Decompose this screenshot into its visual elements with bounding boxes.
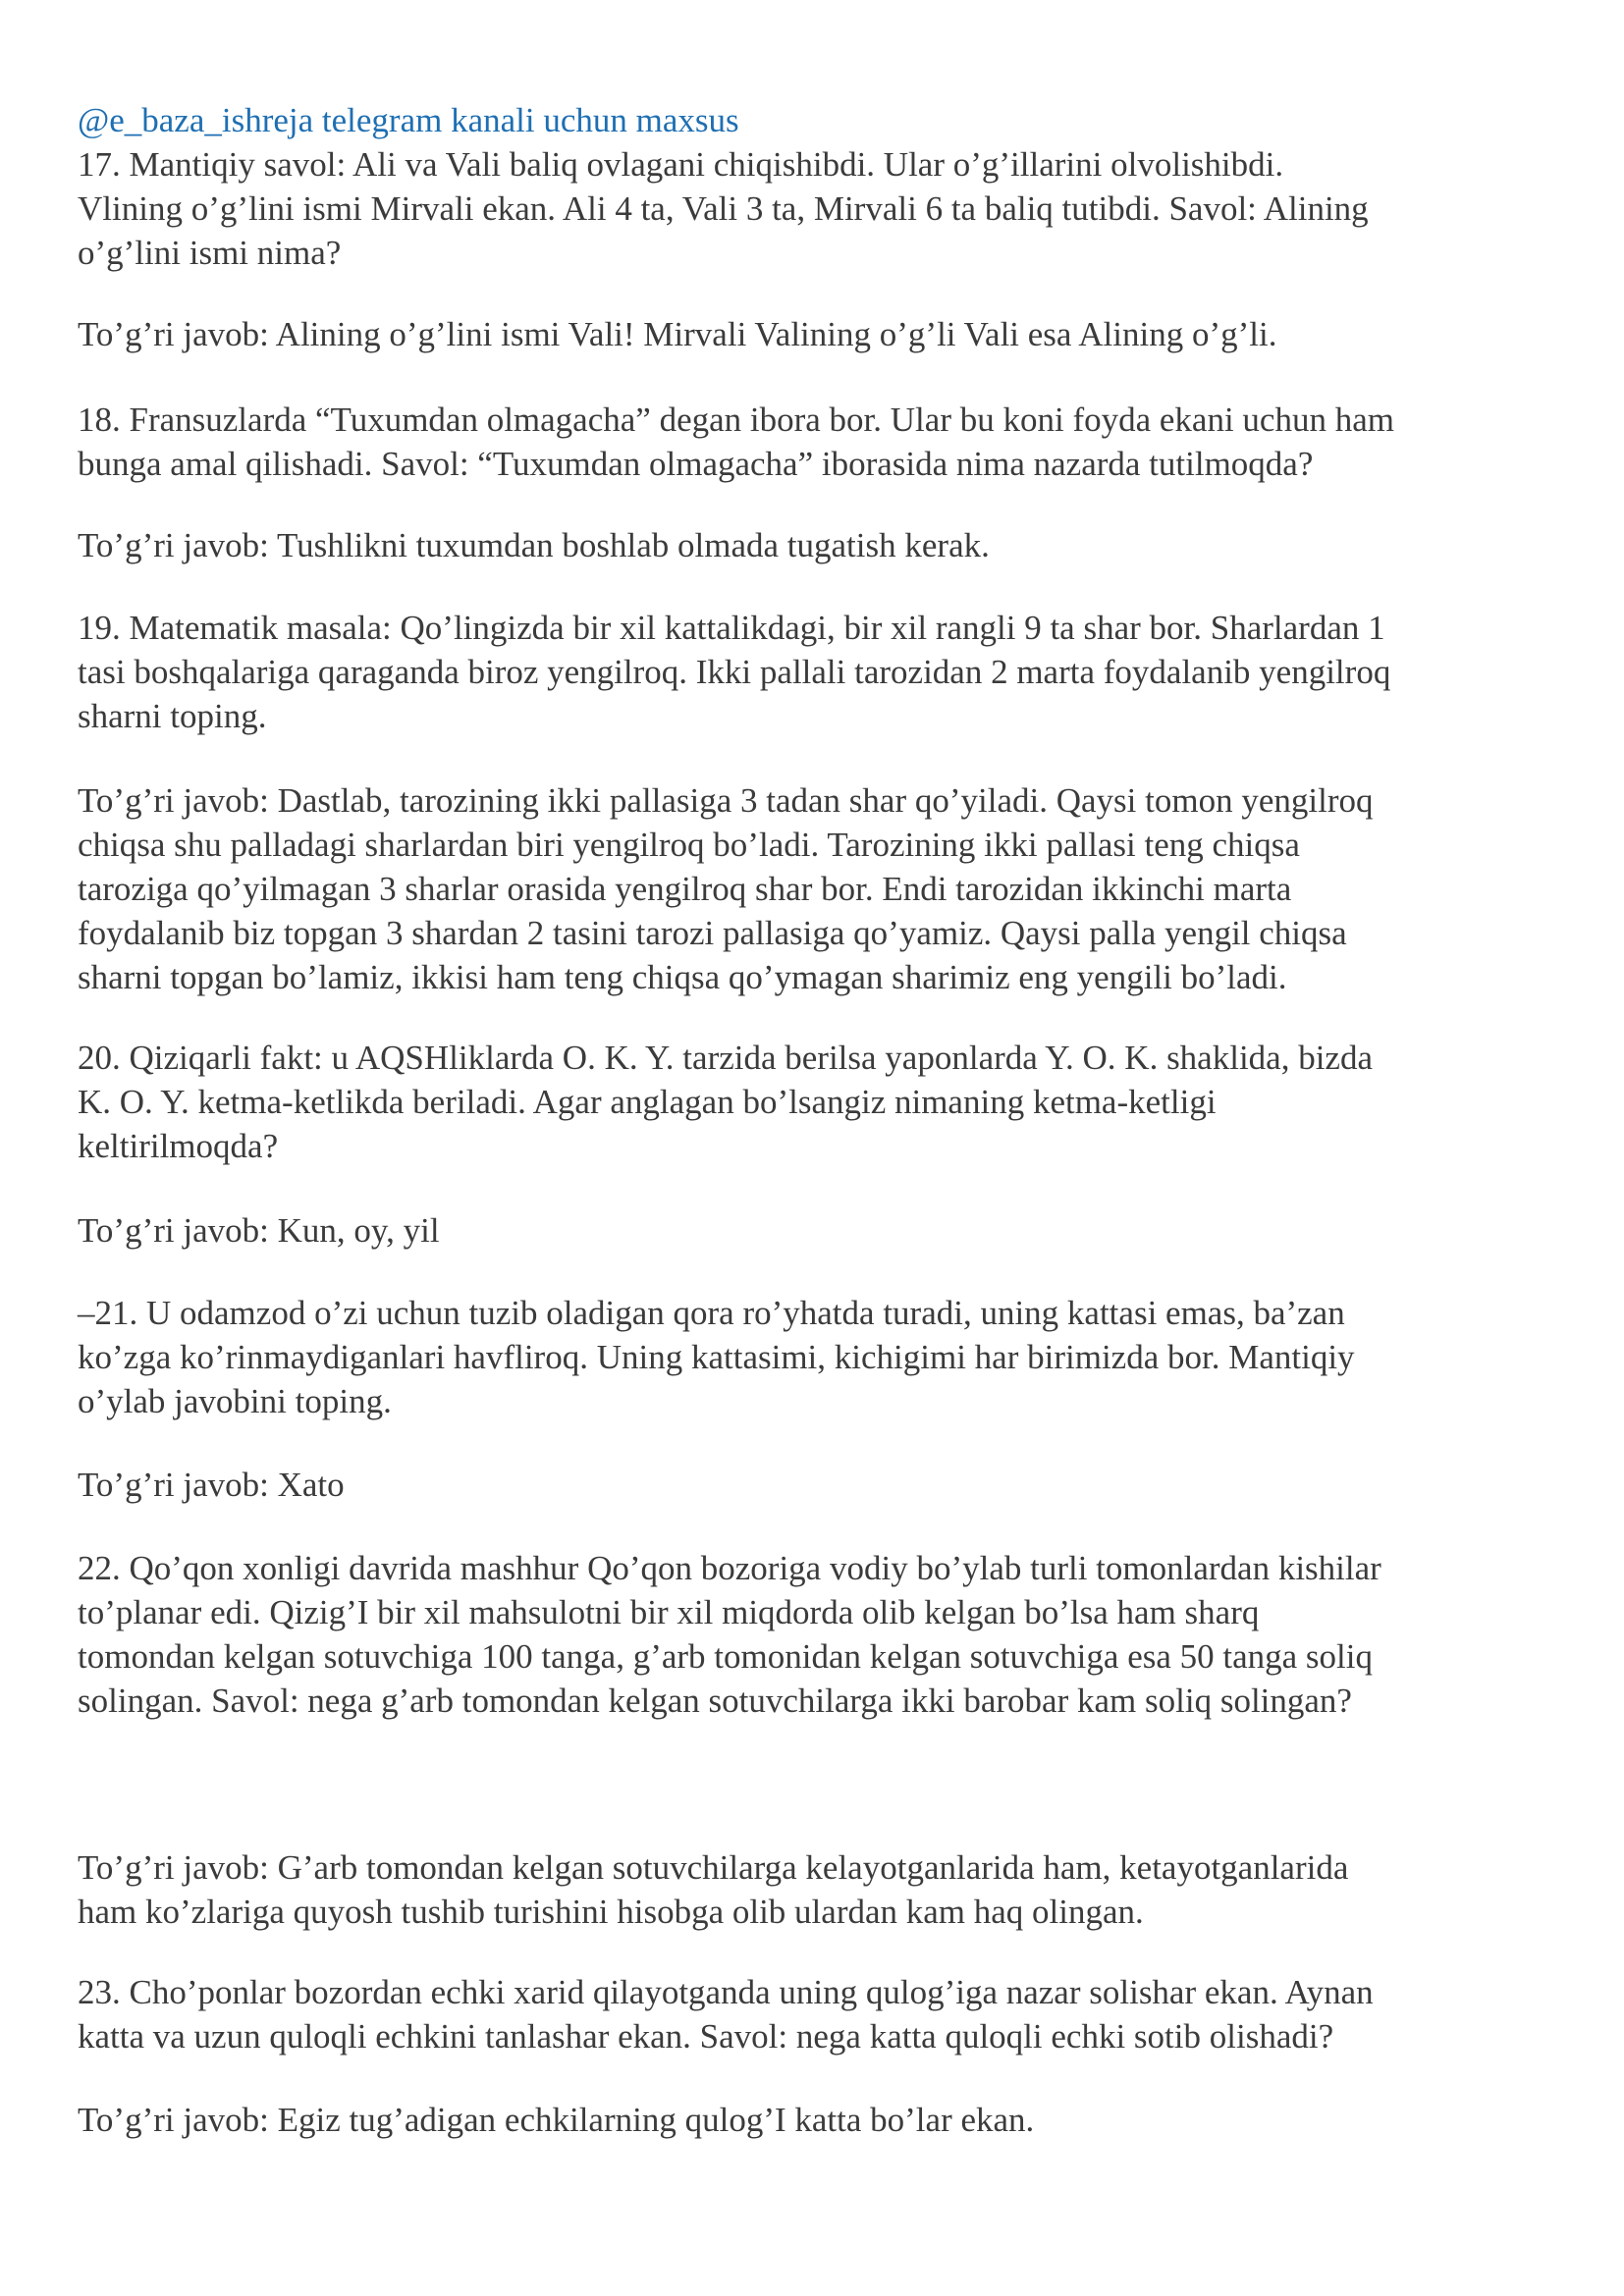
text-line: ko’zga ko’rinmaydiganlari havfliroq. Uning kattasimi, kichigimi har birimizda bor. Mantiqiy [78,1338,1355,1376]
text-line: To’g’ri javob: Egiz tug’adigan echkilarning qulog’I katta bo’lar ekan. [78,2101,1035,2139]
text-line: To’g’ri javob: Tushlikni tuxumdan boshlab olmada tugatish kerak. [78,526,990,564]
question-23 [78,1970,1550,2058]
answer-21 [78,1463,1550,1507]
text-line: to’planar edi. Qizig’I bir xil mahsulotni bir xil miqdorda olib kelgan bo’lsa ham sharq [78,1593,1260,1631]
text-line: keltirilmoqda? [78,1127,279,1165]
text-line: 18. Fransuzlarda “Tuxumdan olmagacha” degan ibora bor. Ular bu koni foyda ekani uchun ham [78,400,1394,439]
text-line: Vlining o’g’lini ismi Mirvali ekan. Ali 4 ta, Vali 3 ta, Mirvali 6 ta baliq tutibdi. Savol: Alining [78,189,1369,228]
answer-17 [78,312,1550,356]
text-line: sharni toping. [78,697,267,735]
text-line: –21. U odamzod o’zi uchun tuzib oladigan qora ro’yhatda turadi, uning kattasi emas, ba’zan [78,1294,1345,1332]
answer-19 [78,778,1550,999]
text-line: bunga amal qilishadi. Savol: “Tuxumdan olmagacha” iborasida nima nazarda tutilmoqda? [78,445,1314,483]
answer-18 [78,523,1550,567]
text-line: 17. Mantiqiy savol: Ali va Vali baliq ovlagani chiqishibdi. Ular o’g’illarini olvolishibdi. [78,145,1284,184]
text-line: katta va uzun quloqli echkini tanlashar ekan. Savol: nega katta quloqli echki sotib olishadi? [78,2017,1334,2056]
question-21 [78,1291,1550,1423]
text-line: To’g’ri javob: Kun, oy, yil [78,1211,440,1250]
text-line: 19. Matematik masala: Qo’lingizda bir xil kattalikdagi, bir xil rangli 9 ta shar bor. Sharlardan 1 [78,609,1385,647]
answer-22 [78,1845,1550,1934]
text-line: 22. Qo’qon xonligi davrida mashhur Qo’qon bozoriga vodiy bo’ylab turli tomonlardan kishilar [78,1549,1381,1587]
header-text: @e_baza_ishreja telegram kanali uchun maxsus [78,101,739,139]
text-line: foydalanib biz topgan 3 shardan 2 tasini tarozi pallasiga qo’yamiz. Qaysi palla yengil chiqsa [78,914,1347,952]
text-line: solingan. Savol: nega g’arb tomondan kelgan sotuvchilarga ikki barobar kam soliq solingan? [78,1682,1352,1720]
text-line: To’g’ri javob: G’arb tomondan kelgan sotuvchilarga kelayotganlarida ham, ketayotganlarida [78,1848,1349,1887]
answer-20 [78,1208,1550,1253]
text-line: tomondan kelgan sotuvchiga 100 tanga, g’arb tomonidan kelgan sotuvchiga esa 50 tanga soliq [78,1637,1373,1676]
text-line: chiqsa shu palladagi sharlardan biri yengilroq bo’ladi. Tarozining ikki pallasi teng chiqsa [78,826,1300,864]
question-22 [78,1546,1550,1723]
text-line: o’ylab javobini toping. [78,1382,392,1420]
text-line: tasi boshqalariga qaraganda biroz yengilroq. Ikki pallali tarozidan 2 marta foydalanib yengilroq [78,653,1391,691]
question-20 [78,1036,1550,1168]
telegram-channel-header [78,98,1550,142]
question-19 [78,606,1550,738]
text-line: ham ko’zlariga quyosh tushib turishini hisobga olib ulardan kam haq olingan. [78,1893,1144,1931]
text-line: o’g’lini ismi nima? [78,234,342,272]
question-18 [78,398,1550,486]
text-line: K. O. Y. ketma-ketlikda beriladi. Agar anglagan bo’lsangiz nimaning ketma-ketligi [78,1083,1217,1121]
answer-23 [78,2098,1550,2142]
question-17 [78,142,1550,275]
text-line: To’g’ri javob: Dastlab, tarozining ikki pallasiga 3 tadan shar qo’yiladi. Qaysi tomon yengilroq [78,781,1374,820]
text-line: To’g’ri javob: Xato [78,1466,345,1504]
text-line: 23. Cho’ponlar bozordan echki xarid qilayotganda uning qulog’iga nazar solishar ekan. Aynan [78,1973,1374,2011]
text-line: taroziga qo’yilmagan 3 sharlar orasida yengilroq shar bor. Endi tarozidan ikkinchi marta [78,870,1292,908]
text-line: 20. Qiziqarli fakt: u AQSHliklarda O. K. Y. tarzida berilsa yaponlarda Y. O. K. shaklida, bizda [78,1039,1373,1077]
text-line: sharni topgan bo’lamiz, ikkisi ham teng chiqsa qo’ymagan sharimiz eng yengili bo’ladi. [78,958,1287,996]
text-line: To’g’ri javob: Alining o’g’lini ismi Vali! Mirvali Valining o’g’li Vali esa Alining o’g’li. [78,315,1277,353]
